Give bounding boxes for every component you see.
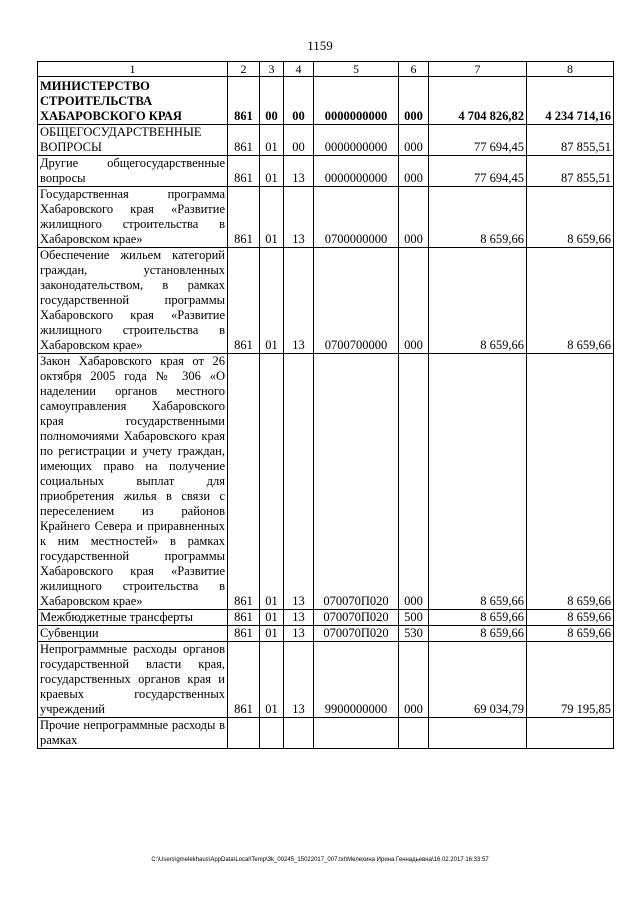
cell-amount-8: 8 659,66 (527, 610, 614, 626)
cell-code-4: 13 (284, 626, 314, 642)
cell-amount-8: 79 195,85 (527, 642, 614, 718)
cell-code-4: 00 (284, 125, 314, 156)
cell-code-6: 000 (399, 642, 429, 718)
cell-code-3: 01 (260, 187, 284, 248)
row-name: Закон Хабаровского края от 26 октября 2005 года № 306 «О наделении органов местного самоуправления Хабаровского края государственными полномочиями Хабаровского края по регистрации и учету граждан, имеющих право на получение социальных выплат для приобретения жилья в связи с переселением из районов Крайнего Севера и приравненных к ним местностей» в рамках государственной программы Хабаровского края «Развитие жилищного строительства в Хабаровском крае» (38, 354, 228, 610)
cell-amount-7: 8 659,66 (429, 354, 527, 610)
cell-code-3: 01 (260, 610, 284, 626)
cell-amount-7: 69 034,79 (429, 642, 527, 718)
cell-code-4: 13 (284, 156, 314, 187)
table-row (38, 187, 614, 248)
cell-code-2: 861 (228, 77, 260, 125)
table-row (38, 248, 614, 354)
cell-amount-7: 77 694,45 (429, 125, 527, 156)
column-header: 3 (260, 62, 284, 77)
cell-code-2: 861 (228, 187, 260, 248)
row-name: Другие общегосударственные вопросы (38, 156, 228, 187)
table-row (38, 354, 614, 610)
cell-code-5: 070070П020 (314, 610, 399, 626)
cell-code-5: 0000000000 (314, 77, 399, 125)
cell-amount-7: 8 659,66 (429, 187, 527, 248)
row-name: ОБЩЕГОСУДАРСТВЕННЫЕ ВОПРОСЫ (38, 125, 228, 156)
cell-code-4: 13 (284, 187, 314, 248)
budget-table (37, 61, 614, 749)
cell-code-5 (314, 718, 399, 749)
cell-code-6: 000 (399, 187, 429, 248)
cell-code-5: 9900000000 (314, 642, 399, 718)
cell-code-3: 01 (260, 156, 284, 187)
cell-code-4: 13 (284, 610, 314, 626)
cell-amount-7: 77 694,45 (429, 156, 527, 187)
cell-code-3: 01 (260, 626, 284, 642)
cell-code-3: 01 (260, 642, 284, 718)
cell-code-5: 0000000000 (314, 156, 399, 187)
cell-code-4 (284, 718, 314, 749)
cell-code-6: 000 (399, 125, 429, 156)
column-header: 1 (38, 62, 228, 77)
cell-code-3: 00 (260, 77, 284, 125)
row-name: Межбюджетные трансферты (38, 610, 228, 626)
cell-code-3 (260, 718, 284, 749)
column-header-row (38, 62, 614, 77)
table-row (38, 610, 614, 626)
cell-amount-7: 4 704 826,82 (429, 77, 527, 125)
cell-code-2: 861 (228, 354, 260, 610)
cell-code-6: 000 (399, 77, 429, 125)
column-header: 5 (314, 62, 399, 77)
row-name: Субвенции (38, 626, 228, 642)
file-path-footer: C:\Users\gmelekhaus\AppData\Local\Temp\3k_00245_15022017_007.txt\Мелехина Ирина Геннадьевна\16.02.2017 16:33:57 (151, 857, 489, 863)
cell-amount-7: 8 659,66 (429, 248, 527, 354)
cell-code-2: 861 (228, 156, 260, 187)
cell-code-4: 13 (284, 248, 314, 354)
page-number: 1159 (307, 38, 333, 53)
row-name: Непрограммные расходы органов государственной власти края, государственных органов края и краевых государственных учреждений (38, 642, 228, 718)
column-header: 6 (399, 62, 429, 77)
cell-code-2: 861 (228, 125, 260, 156)
cell-amount-8: 8 659,66 (527, 626, 614, 642)
cell-code-2: 861 (228, 626, 260, 642)
table-body (38, 62, 614, 749)
table-row (38, 718, 614, 749)
table-row (38, 642, 614, 718)
cell-code-6: 500 (399, 610, 429, 626)
table-row (38, 125, 614, 156)
row-name: Прочие непрограммные расходы в рамках (38, 718, 228, 749)
cell-code-4: 13 (284, 642, 314, 718)
cell-amount-7: 8 659,66 (429, 626, 527, 642)
table-row (38, 626, 614, 642)
cell-code-5: 070070П020 (314, 626, 399, 642)
cell-amount-8: 87 855,51 (527, 156, 614, 187)
cell-code-5: 0700000000 (314, 187, 399, 248)
cell-code-5: 070070П020 (314, 354, 399, 610)
column-header: 4 (284, 62, 314, 77)
table-row (38, 77, 614, 125)
cell-code-6: 000 (399, 248, 429, 354)
cell-code-6: 000 (399, 354, 429, 610)
column-header: 2 (228, 62, 260, 77)
cell-code-6: 530 (399, 626, 429, 642)
cell-amount-8: 87 855,51 (527, 125, 614, 156)
cell-code-2 (228, 718, 260, 749)
cell-amount-7: 8 659,66 (429, 610, 527, 626)
column-header: 7 (429, 62, 527, 77)
cell-code-6 (399, 718, 429, 749)
cell-code-3: 01 (260, 248, 284, 354)
cell-code-3: 01 (260, 125, 284, 156)
cell-code-5: 0000000000 (314, 125, 399, 156)
cell-code-2: 861 (228, 610, 260, 626)
cell-code-5: 0700700000 (314, 248, 399, 354)
cell-code-4: 00 (284, 77, 314, 125)
cell-code-4: 13 (284, 354, 314, 610)
cell-amount-8: 8 659,66 (527, 187, 614, 248)
cell-code-3: 01 (260, 354, 284, 610)
row-name: Обеспечение жильем категорий граждан, установленных законодательством, в рамках государственной программы Хабаровского края «Развитие жилищного строительства в Хабаровском крае» (38, 248, 228, 354)
cell-code-2: 861 (228, 248, 260, 354)
cell-amount-8: 8 659,66 (527, 354, 614, 610)
cell-amount-8: 8 659,66 (527, 248, 614, 354)
column-header: 8 (527, 62, 614, 77)
row-name: Государственная программа Хабаровского края «Развитие жилищного строительства в Хабаровском крае» (38, 187, 228, 248)
row-name: МИНИСТЕРСТВО СТРОИТЕЛЬСТВА ХАБАРОВСКОГО КРАЯ (38, 77, 228, 125)
cell-code-2: 861 (228, 642, 260, 718)
cell-code-6: 000 (399, 156, 429, 187)
table-row (38, 156, 614, 187)
cell-amount-8 (527, 718, 614, 749)
cell-amount-8: 4 234 714,16 (527, 77, 614, 125)
cell-amount-7 (429, 718, 527, 749)
